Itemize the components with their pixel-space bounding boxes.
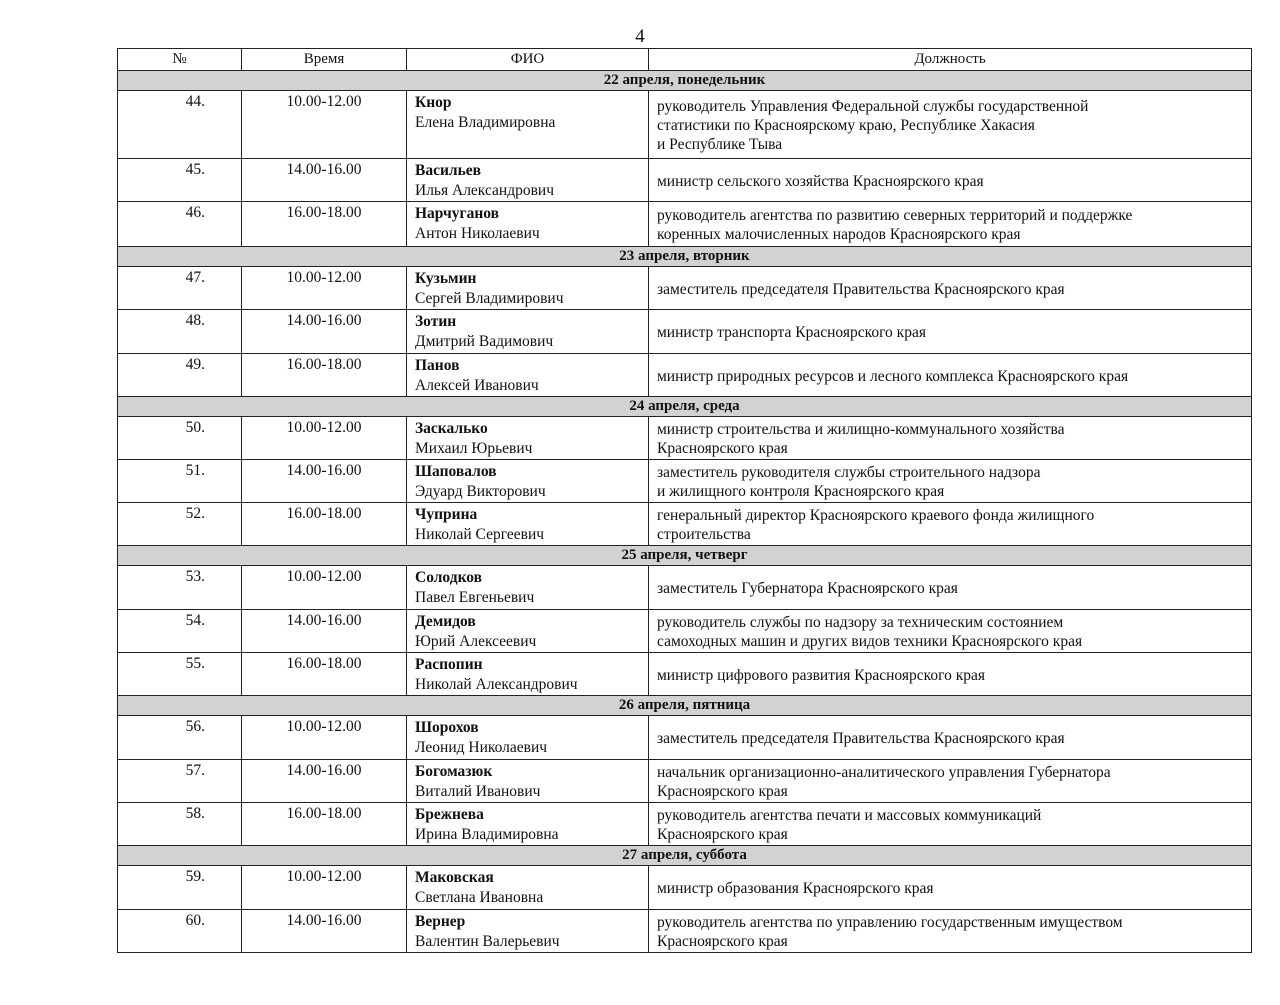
table-row (118, 716, 1252, 760)
row-time: 16.00-18.00 (242, 503, 407, 546)
row-full-name (407, 354, 649, 397)
day-header-row (118, 696, 1252, 716)
table-row (118, 566, 1252, 610)
row-number: 45. (118, 159, 242, 202)
position-line: Красноярского края (657, 933, 788, 950)
row-position (649, 417, 1252, 460)
row-time: 10.00-12.00 (242, 417, 407, 460)
row-time: 10.00-12.00 (242, 566, 407, 610)
row-number: 49. (118, 354, 242, 397)
surname: Кнор (415, 94, 452, 111)
row-time: 16.00-18.00 (242, 202, 407, 247)
position-line: статистики по Красноярскому краю, Республике Хакасия (657, 117, 1035, 134)
row-full-name (407, 159, 649, 202)
row-full-name (407, 760, 649, 803)
row-number: 47. (118, 267, 242, 310)
table-row (118, 503, 1252, 546)
row-position (649, 716, 1252, 760)
given-names: Сергей Владимирович (415, 290, 564, 307)
row-number: 46. (118, 202, 242, 247)
table-row (118, 653, 1252, 696)
table-row (118, 159, 1252, 202)
given-names: Михаил Юрьевич (415, 440, 533, 457)
row-position (649, 653, 1252, 696)
position-line: и Республике Тыва (657, 136, 783, 153)
position-line: министр транспорта Красноярского края (657, 324, 926, 341)
row-number: 59. (118, 866, 242, 910)
row-full-name (407, 566, 649, 610)
row-time: 14.00-16.00 (242, 760, 407, 803)
given-names: Ирина Владимировна (415, 826, 559, 843)
given-names: Леонид Николаевич (415, 739, 548, 756)
given-names: Виталий Иванович (415, 783, 541, 800)
day-header-row (118, 846, 1252, 866)
row-position (649, 866, 1252, 910)
day-header-row (118, 546, 1252, 566)
position-line: министр сельского хозяйства Красноярского края (657, 172, 984, 190)
row-full-name (407, 503, 649, 546)
row-time: 10.00-12.00 (242, 866, 407, 910)
position-line: министр строительства и жилищно-коммунального хозяйства (657, 421, 1065, 438)
day-label: 23 апреля, вторник (118, 247, 1252, 267)
row-number: 48. (118, 310, 242, 354)
table-row (118, 803, 1252, 846)
row-number: 60. (118, 910, 242, 953)
given-names: Валентин Валерьевич (415, 933, 560, 950)
position-line: руководитель службы по надзору за техническим состоянием (657, 614, 1064, 631)
row-time: 16.00-18.00 (242, 803, 407, 846)
table-row (118, 910, 1252, 953)
row-full-name (407, 310, 649, 354)
row-full-name (407, 91, 649, 159)
surname: Вернер (415, 913, 466, 930)
position-line: генеральный директор Красноярского краевого фонда жилищного (657, 507, 1095, 524)
surname: Солодков (415, 569, 483, 586)
table-header-row (118, 49, 1252, 71)
row-full-name (407, 653, 649, 696)
surname: Брежнева (415, 806, 484, 823)
row-time: 14.00-16.00 (242, 310, 407, 354)
table-row (118, 91, 1252, 159)
surname: Заскалько (415, 420, 488, 437)
header-position: Должность (649, 49, 1252, 71)
row-position (649, 310, 1252, 354)
position-line: начальник организационно-аналитического управления Губернатора (657, 764, 1111, 781)
row-full-name (407, 610, 649, 653)
header-name: ФИО (407, 49, 649, 71)
surname: Маковская (415, 869, 494, 886)
position-line: руководитель агентства по развитию северных территорий и поддержке (657, 207, 1133, 224)
given-names: Елена Владимировна (415, 114, 556, 131)
position-line: заместитель Губернатора Красноярского края (657, 580, 958, 597)
given-names: Николай Александрович (415, 676, 578, 693)
surname: Шорохов (415, 719, 479, 736)
row-number: 53. (118, 566, 242, 610)
day-label: 26 апреля, пятница (118, 696, 1252, 716)
given-names: Антон Николаевич (415, 225, 540, 242)
row-time: 14.00-16.00 (242, 159, 407, 202)
position-line: руководитель агентства печати и массовых коммуникаций (657, 807, 1042, 824)
row-number: 51. (118, 460, 242, 503)
given-names: Эдуард Викторович (415, 483, 546, 500)
position-line: заместитель председателя Правительства Красноярского края (657, 280, 1065, 298)
position-line: заместитель руководителя службы строительного надзора (657, 464, 1041, 481)
row-position (649, 910, 1252, 953)
row-time: 10.00-12.00 (242, 267, 407, 310)
row-number: 54. (118, 610, 242, 653)
position-line: и жилищного контроля Красноярского края (657, 483, 945, 500)
position-line: министр природных ресурсов и лесного комплекса Красноярского края (657, 367, 1129, 385)
row-time: 14.00-16.00 (242, 460, 407, 503)
row-number: 55. (118, 653, 242, 696)
row-full-name (407, 460, 649, 503)
row-position (649, 503, 1252, 546)
row-number: 57. (118, 760, 242, 803)
surname: Нарчуганов (415, 205, 499, 222)
table-row (118, 267, 1252, 310)
row-full-name (407, 202, 649, 247)
given-names: Илья Александрович (415, 182, 554, 199)
surname: Шаповалов (415, 463, 497, 480)
row-position (649, 267, 1252, 310)
position-line: Красноярского края (657, 440, 788, 457)
position-line: коренных малочисленных народов Красноярского края (657, 226, 1021, 243)
header-number: № (118, 49, 242, 71)
day-header-row (118, 71, 1252, 91)
table-row (118, 610, 1252, 653)
row-time: 10.00-12.00 (242, 716, 407, 760)
row-full-name (407, 910, 649, 953)
row-number: 56. (118, 716, 242, 760)
row-full-name (407, 417, 649, 460)
schedule-body (118, 71, 1252, 953)
row-position (649, 354, 1252, 397)
day-header-row (118, 247, 1252, 267)
row-time: 16.00-18.00 (242, 653, 407, 696)
position-line: министр цифрового развития Красноярского края (657, 666, 986, 684)
position-line: самоходных машин и других видов техники Красноярского края (657, 633, 1083, 650)
row-number: 52. (118, 503, 242, 546)
surname: Чуприна (415, 506, 478, 523)
day-label: 27 апреля, суббота (118, 846, 1252, 866)
row-time: 16.00-18.00 (242, 354, 407, 397)
surname: Кузьмин (415, 270, 477, 287)
row-position (649, 159, 1252, 202)
row-full-name (407, 716, 649, 760)
row-position (649, 610, 1252, 653)
table-row (118, 354, 1252, 397)
given-names: Дмитрий Вадимович (415, 333, 554, 350)
table-row (118, 866, 1252, 910)
header-time: Время (242, 49, 407, 71)
row-position (649, 91, 1252, 159)
row-time: 14.00-16.00 (242, 610, 407, 653)
row-full-name (407, 866, 649, 910)
surname: Зотин (415, 313, 457, 330)
position-line: Красноярского края (657, 826, 788, 843)
row-time: 10.00-12.00 (242, 91, 407, 159)
row-position (649, 460, 1252, 503)
position-line: руководитель Управления Федеральной службы государственной (657, 98, 1089, 115)
row-time: 14.00-16.00 (242, 910, 407, 953)
row-full-name (407, 267, 649, 310)
row-position (649, 566, 1252, 610)
table-row (118, 417, 1252, 460)
day-label: 25 апреля, четверг (118, 546, 1252, 566)
position-line: министр образования Красноярского края (657, 880, 934, 897)
given-names: Юрий Алексеевич (415, 633, 537, 650)
surname: Демидов (415, 613, 476, 630)
surname: Распопин (415, 656, 483, 673)
page-number: 4 (635, 26, 645, 47)
position-line: руководитель агентства по управлению государственным имуществом (657, 914, 1123, 931)
position-line: Красноярского края (657, 783, 788, 800)
position-line: заместитель председателя Правительства Красноярского края (657, 730, 1065, 747)
surname: Панов (415, 357, 460, 374)
surname: Богомазюк (415, 763, 493, 780)
given-names: Павел Евгеньевич (415, 589, 535, 606)
row-position (649, 803, 1252, 846)
given-names: Светлана Ивановна (415, 889, 544, 906)
day-label: 22 апреля, понедельник (118, 71, 1252, 91)
table-row (118, 760, 1252, 803)
table-row (118, 460, 1252, 503)
row-full-name (407, 803, 649, 846)
row-position (649, 202, 1252, 247)
schedule-table (117, 48, 1252, 953)
surname: Васильев (415, 162, 482, 179)
given-names: Алексей Иванович (415, 377, 539, 394)
position-line: строительства (657, 526, 751, 543)
day-label: 24 апреля, среда (118, 397, 1252, 417)
day-header-row (118, 397, 1252, 417)
row-number: 44. (118, 91, 242, 159)
table-row (118, 202, 1252, 247)
given-names: Николай Сергеевич (415, 526, 545, 543)
table-row (118, 310, 1252, 354)
row-number: 50. (118, 417, 242, 460)
row-position (649, 760, 1252, 803)
row-number: 58. (118, 803, 242, 846)
